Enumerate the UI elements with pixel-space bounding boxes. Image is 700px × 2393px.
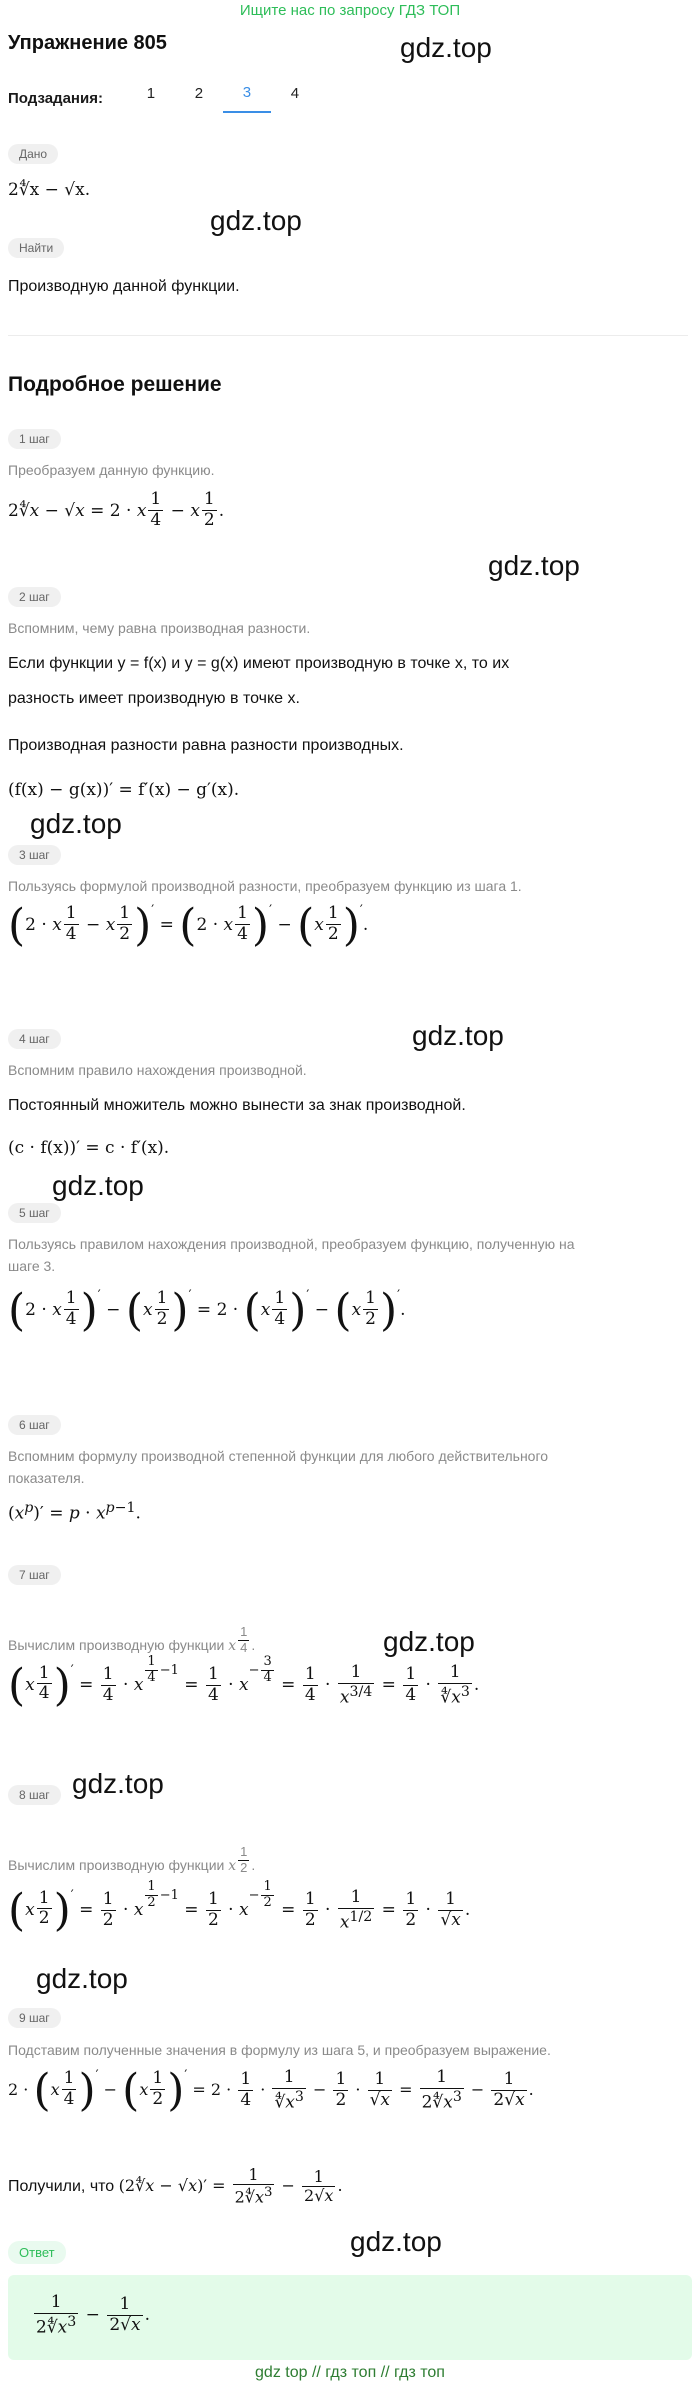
tab-3[interactable]: 3 bbox=[223, 84, 271, 113]
subtasks-label: Подзадания: bbox=[8, 90, 103, 107]
step-2-formula: (f(x) − g(x))′ = f′(x) − g′(x). bbox=[8, 780, 240, 800]
tab-1[interactable]: 1 bbox=[146, 85, 156, 102]
divider bbox=[8, 335, 688, 336]
answer-formula: $\frac{1}{2∜x^3}$ − $\frac{1}{2√x}$ . bbox=[36, 2292, 150, 2338]
search-banner[interactable]: Ищите нас по запросу ГДЗ ТОП bbox=[239, 2, 461, 19]
step-2-text-2: разность имеет производную в точке x. bbox=[8, 690, 300, 707]
given-label: Дано bbox=[8, 144, 58, 164]
step-2-note: Вспомним, чему равна производная разности. bbox=[8, 620, 311, 636]
step-3-label: 3 шаг bbox=[8, 845, 61, 865]
watermark: gdz.top bbox=[400, 32, 492, 63]
step-4-label: 4 шаг bbox=[8, 1029, 61, 1049]
subtasks-nav bbox=[8, 84, 319, 113]
step-9-result: Получили, что (2∜x − √x)′ = $\frac{1}{2∜x^3}$ − $\frac{1}{2√x}$ . bbox=[8, 2165, 343, 2207]
step-7-note: Вычислим производную функции x $\frac{1}{4}$ . bbox=[8, 1624, 256, 1655]
watermark: gdz.top bbox=[412, 1020, 504, 1051]
step-4-note: Вспомним правило нахождения производной. bbox=[8, 1062, 307, 1078]
step-1-note: Преобразуем данную функцию. bbox=[8, 462, 215, 478]
step-6-label: 6 шаг bbox=[8, 1415, 61, 1435]
watermark: gdz.top bbox=[210, 205, 302, 236]
step-7-formula: (x $\frac{1}{4}$ )′ = $\frac{1}{4}$ · x $^{\frac{1}{4} -1}$ = $\frac{1}{4}$ · $x^{- \frac{3}{4}}$ = $\frac{1}{4}$ · $\frac{1}{x^{3/4}}$ = $\frac{1}{4}$ · $\frac{1}{∜x^3}$ . bbox=[8, 1654, 480, 1711]
watermark: gdz.top bbox=[488, 550, 580, 581]
find-text: Производную данной функции. bbox=[8, 278, 240, 295]
answer-box bbox=[8, 2275, 692, 2360]
given-expression: 2∜x − √x. bbox=[8, 180, 91, 200]
answer-label: Ответ bbox=[8, 2241, 66, 2264]
step-2-text-1: Если функции y = f(x) и y = g(x) имеют производную в точке x, то их bbox=[8, 655, 510, 672]
tab-4[interactable]: 4 bbox=[290, 85, 300, 102]
step-5-note-2: шаге 3. bbox=[8, 1258, 56, 1274]
step-1-formula: 2∜x − √x = 2 · x $\frac{1}{4}$ − x $\frac{1}{2}$ . bbox=[8, 489, 225, 530]
watermark: gdz.top bbox=[383, 1626, 475, 1657]
step-6-formula: $(x^p)' = p \cdot x^{p-1}$. bbox=[8, 1500, 141, 1524]
step-2-label: 2 шаг bbox=[8, 587, 61, 607]
step-9-formula: 2 · (x $\frac{1}{4}$ )′ − (x $\frac{1}{2}$ )′ = 2 · $\frac{1}{4}$ · $\frac{1}{∜x^3}$ − $\frac{1}{2}$ · $\frac{1}{√x}$ = $\frac{1}{2∜x^3}$ − $\frac{1}{2√x}$ . bbox=[8, 2065, 534, 2116]
step-3-note: Пользуясь формулой производной разности, преобразуем функцию из шага 1. bbox=[8, 878, 522, 894]
step-5-label: 5 шаг bbox=[8, 1203, 61, 1223]
step-9-note: Подставим полученные значения в формулу из шага 5, и преобразуем выражение. bbox=[8, 2042, 551, 2058]
step-5-formula: (2 · x $\frac{1}{4}$ )′ − (x $\frac{1}{2}$ )′ = 2 · (x $\frac{1}{4}$ )′ − (x $\frac{1}{2}$ )′. bbox=[8, 1285, 406, 1336]
step-6-note: Вспомним формулу производной степенной функции для любого действительного bbox=[8, 1448, 549, 1464]
step-6-note-2: показателя. bbox=[8, 1470, 85, 1486]
watermark: gdz.top bbox=[350, 2226, 442, 2257]
find-label: Найти bbox=[8, 238, 64, 258]
watermark: gdz.top bbox=[30, 808, 122, 839]
step-2-text-3: Производная разности равна разности производных. bbox=[8, 737, 404, 754]
solution-title: Подробное решение bbox=[8, 373, 222, 396]
watermark: gdz.top bbox=[72, 1768, 164, 1799]
exercise-title: Упражнение 805 bbox=[8, 32, 167, 54]
step-9-label: 9 шаг bbox=[8, 2008, 61, 2028]
step-8-note: Вычислим производную функции x $\frac{1}{2}$ . bbox=[8, 1844, 256, 1875]
tab-2[interactable]: 2 bbox=[194, 85, 204, 102]
footer-links[interactable]: gdz top // гдз топ // гдз топ bbox=[255, 2364, 445, 2381]
watermark: gdz.top bbox=[52, 1170, 144, 1201]
step-8-formula: (x $\frac{1}{2}$ )′ = $\frac{1}{2}$ · x $^{\frac{1}{2} -1}$ = $\frac{1}{2}$ · $x^{- \frac{1}{2}}$ = $\frac{1}{2}$ · $\frac{1}{x^{1/2}}$ = $\frac{1}{2}$ · $\frac{1}{√x}$ . bbox=[8, 1879, 471, 1936]
watermark: gdz.top bbox=[36, 1963, 128, 1994]
step-4-text-1: Постоянный множитель можно вынести за знак производной. bbox=[8, 1097, 466, 1114]
step-7-label: 7 шаг bbox=[8, 1565, 61, 1585]
step-4-formula: (c · f(x))′ = c · f′(x). bbox=[8, 1138, 170, 1158]
step-5-note: Пользуясь правилом нахождения производной, преобразуем функцию, полученную на bbox=[8, 1236, 575, 1252]
step-8-label: 8 шаг bbox=[8, 1785, 61, 1805]
step-1-label: 1 шаг bbox=[8, 429, 61, 449]
step-3-formula: (2 · x $\frac{1}{4}$ − x $\frac{1}{2}$ )′ = (2 · x $\frac{1}{4}$ )′ − (x $\frac{1}{2}$ )′. bbox=[8, 900, 369, 951]
